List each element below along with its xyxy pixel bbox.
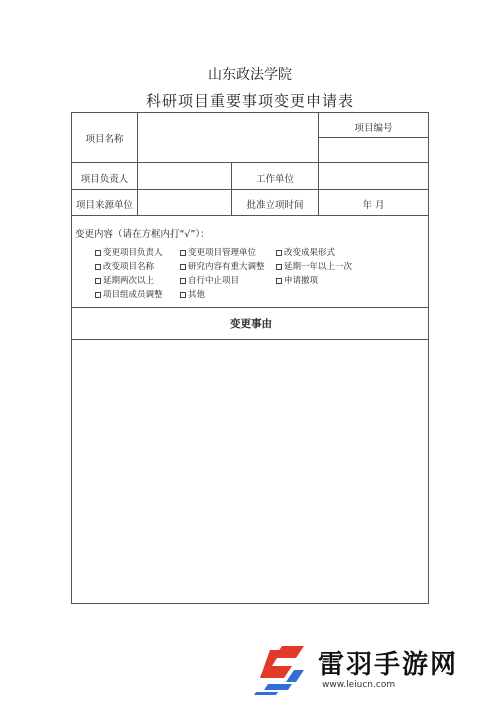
option-member-adjustment[interactable]: 项目组成员调整: [95, 288, 163, 300]
work-unit-label: 工作单位: [255, 174, 294, 185]
option-self-terminate[interactable]: 自行中止项目: [180, 274, 239, 286]
reason-title: 变更事由: [230, 318, 272, 330]
approval-time-label: 批准立项时间: [246, 200, 304, 211]
application-form: [71, 112, 429, 604]
checkbox-icon: [276, 250, 282, 256]
project-leader-field[interactable]: [138, 163, 230, 188]
work-unit-field[interactable]: [319, 163, 428, 188]
watermark: [252, 640, 492, 700]
option-major-content-adjustment[interactable]: 研究内容有重大调整: [180, 260, 265, 272]
watermark-brand: 雷羽手游网: [318, 650, 459, 680]
project-number-label: 项目编号: [354, 123, 393, 134]
option-change-management-unit[interactable]: 变更项目管理单位: [180, 246, 256, 258]
watermark-url: www.leiucn.com: [322, 680, 396, 690]
option-other[interactable]: 其他: [180, 288, 205, 300]
project-leader-label: 项目负责人: [80, 174, 129, 185]
lightning-s-logo-icon: [252, 644, 310, 696]
option-change-result-form[interactable]: 改变成果形式: [276, 246, 335, 258]
option-change-project-name[interactable]: 改变项目名称: [95, 260, 154, 272]
checkbox-icon: [180, 264, 186, 270]
row-divider: [72, 307, 428, 308]
project-name-label: 项目名称: [85, 134, 124, 145]
option-apply-withdraw[interactable]: 申请撤项: [276, 274, 318, 286]
checkbox-icon: [180, 278, 186, 284]
checkbox-icon: [95, 250, 101, 256]
checkbox-icon: [180, 292, 186, 298]
row-divider: [72, 215, 428, 216]
project-source-field[interactable]: [138, 190, 230, 214]
option-extend-one-year[interactable]: 延期一年以上一次: [276, 260, 352, 272]
checkbox-icon: [95, 292, 101, 298]
checkbox-icon: [95, 278, 101, 284]
form-title: 科研项目重要事项变更申请表: [145, 92, 354, 110]
project-source-label: 项目来源单位: [75, 200, 133, 211]
institution-name: 山东政法学院: [208, 67, 292, 83]
checkbox-icon: [276, 264, 282, 270]
project-number-field[interactable]: [319, 138, 428, 161]
option-change-leader[interactable]: 变更项目负责人: [95, 246, 163, 258]
checkbox-icon: [180, 250, 186, 256]
checkbox-icon: [95, 264, 101, 270]
reason-field[interactable]: [73, 340, 427, 602]
checkbox-icon: [276, 278, 282, 284]
option-extend-twice[interactable]: 延期两次以上: [95, 274, 154, 286]
change-content-label: 变更内容（请在方框内打“√”）：: [75, 229, 210, 240]
approval-date-field[interactable]: 年 月: [362, 200, 385, 211]
project-name-field[interactable]: [138, 114, 317, 161]
row-divider: [72, 189, 428, 190]
